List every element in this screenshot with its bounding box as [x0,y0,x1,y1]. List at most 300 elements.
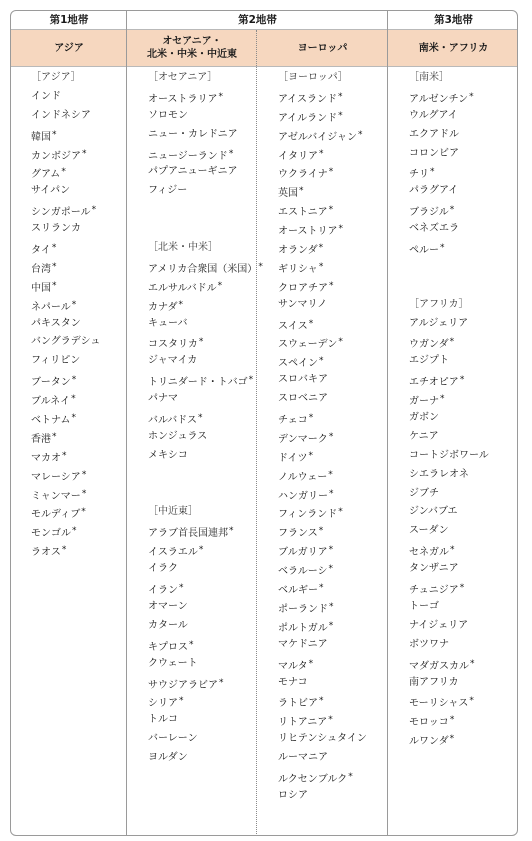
asterisk-mark: * [338,110,343,121]
country-name: フランス [278,528,318,540]
country-name: スペイン [278,358,318,370]
country-name: ブルネイ [31,396,71,408]
country-name: コスタリカ [148,339,198,351]
country-item [278,390,367,409]
asterisk-mark: * [449,734,455,745]
country-name: シンガポール [31,207,91,219]
country-item [409,220,489,239]
asterisk-mark: * [469,91,474,102]
asterisk-mark: * [348,771,353,782]
country-name: ルワンダ [409,736,449,748]
country-name: ガーナ [409,396,439,408]
asterisk-mark: * [328,205,334,216]
country-item [31,333,100,352]
asterisk-mark: * [61,545,67,556]
section-label: ［アフリカ］ [409,298,469,310]
country-item [278,636,367,655]
country-item [409,560,489,579]
country-name: スイス [278,320,308,332]
country-item [278,277,367,296]
country-name: イスラエル [148,547,198,559]
country-name: フィリピン [31,355,81,367]
asterisk-mark: * [217,280,223,291]
country-item [278,201,367,220]
country-name: バルバドス [148,415,197,427]
country-item [278,88,367,107]
country-item [278,749,367,768]
asterisk-mark: * [72,526,77,537]
country-name: オーストラリア [148,93,218,105]
country-item [148,560,263,579]
country-name: オランダ [278,245,318,257]
country-item [409,371,489,390]
country-item [409,466,489,485]
country-name: ウガンダ [409,339,449,351]
region-oceania-line1: オセアニア・ [162,36,222,47]
country-name: ミャンマー [31,490,81,502]
country-name: ケニア [409,430,439,442]
country-item [148,390,263,409]
country-item [409,711,489,730]
country-name: パキスタン [31,317,81,329]
country-name: エルサルバドル [148,282,217,294]
country-item [278,447,367,466]
country-item [31,220,100,239]
spacer [148,220,263,239]
asterisk-mark: * [449,337,455,348]
asterisk-mark: * [329,280,334,291]
asterisk-mark: * [82,148,87,159]
country-item [148,182,263,201]
country-item [148,126,263,145]
country-name: チェコ [278,415,308,427]
country-item [148,88,263,107]
country-item [148,447,263,466]
country-item [278,371,367,390]
asterisk-mark: * [308,450,313,461]
country-item [409,315,489,334]
country-name: シエラレオネ [409,468,469,480]
country-name: タンザニア [409,563,459,575]
country-name: ジブチ [409,487,439,499]
country-item [409,182,489,201]
country-item [31,88,100,107]
country-name: マケドニア [278,638,328,650]
asterisk-mark: * [52,431,57,442]
asterisk-mark: * [328,545,334,556]
country-name: サイパン [31,185,71,197]
country-name: エストニア [278,207,328,219]
country-item [409,579,489,598]
zone3-header: 第3地帯 [434,14,473,26]
country-name: ナイジェリア [409,619,469,631]
country-name: 南アフリカ [409,676,459,688]
country-item [31,201,100,220]
country-name: アイスランド [278,93,337,105]
country-name: ルクセンブルク [278,773,348,785]
asterisk-mark: * [430,167,435,178]
asterisk-mark: * [338,224,343,235]
country-name: フィンランド [278,509,338,521]
country-name: チリ [409,169,429,181]
asterisk-mark: * [71,394,76,405]
country-name: アルジェリア [409,317,469,329]
country-item [148,617,263,636]
asterisk-mark: * [219,677,224,688]
country-name: インドネシア [31,109,91,121]
country-item [31,522,100,541]
country-name: モーリシャス [409,698,469,710]
asterisk-mark: * [318,261,324,272]
asterisk-mark: * [91,205,97,216]
country-item [278,220,367,239]
asterisk-mark: * [179,583,184,594]
column-divider [387,11,388,835]
country-item [409,126,489,145]
country-item [148,258,263,277]
country-name: 香港 [31,433,51,445]
country-item [31,296,100,315]
asterisk-mark: * [299,186,304,197]
country-name: エジプト [409,355,449,367]
country-item [409,333,489,352]
asterisk-mark: * [319,696,324,707]
country-name: ネパール [31,301,71,313]
country-item [31,107,100,126]
spacer [148,466,263,485]
country-item [409,522,489,541]
asterisk-mark: * [440,394,445,405]
country-name: インド [31,90,61,102]
column-asia [31,69,100,560]
country-name: ペルー [409,245,439,257]
country-item [278,617,367,636]
asterisk-mark: * [71,299,77,310]
country-item [278,655,367,674]
country-name: ラトビア [278,698,318,710]
country-item [31,352,100,371]
country-item [278,541,367,560]
country-name: アメリカ合衆国（米国） [148,263,258,275]
country-name: ウクライナ [278,169,328,181]
country-item [31,485,100,504]
section-label: ［アジア］ [31,72,81,83]
section-label: ［ヨーロッパ］ [278,72,348,83]
country-item [278,598,367,617]
region-header-row [11,30,517,67]
zone1-header: 第1地帯 [49,14,89,26]
asterisk-mark: * [329,488,334,499]
asterisk-mark: * [61,167,66,178]
country-name: リヒテンシュタイン [278,733,367,745]
country-item [31,239,100,258]
asterisk-mark: * [440,243,445,254]
country-item [148,352,263,371]
country-name: パプアニューギニア [148,166,238,178]
country-name: マダガスカル [409,660,469,672]
country-name: ノルウェー [278,471,328,483]
asterisk-mark: * [328,715,333,726]
section-heading [148,503,263,522]
country-item [409,201,489,220]
country-name: バングラデシュ [31,336,101,348]
country-item [148,749,263,768]
country-item [409,485,489,504]
asterisk-mark: * [189,639,194,650]
country-item [31,258,100,277]
section-heading [409,69,489,88]
country-name: アイルランド [278,112,338,124]
country-name: カナダ [148,301,178,313]
asterisk-mark: * [338,91,343,102]
asterisk-mark: * [52,261,57,272]
country-item [31,277,100,296]
zone2-header: 第2地帯 [238,14,277,26]
country-name: サウジアラビア [148,679,218,691]
country-name: メキシコ [148,449,188,461]
section-label: ［オセアニア］ [148,72,218,83]
country-name: ジャマイカ [148,355,198,367]
country-name: ヨルダン [148,752,188,764]
country-item [278,239,367,258]
country-name: エクアドル [409,128,459,140]
section-label: ［南米］ [409,72,449,83]
asterisk-mark: * [319,148,324,159]
country-name: モンゴル [31,528,71,540]
country-name: エチオピア [409,377,459,389]
country-item [278,768,367,787]
country-name: ジンバブエ [409,506,458,518]
country-name: カンボジア [31,150,81,162]
country-name: セネガル [409,547,449,559]
country-name: ガボン [409,412,439,424]
country-name: イタリア [278,150,318,162]
country-name: クロアチア [278,282,328,294]
country-name: グアム [31,169,61,181]
country-item [409,145,489,164]
country-item [409,409,489,428]
country-name: アルゼンチン [409,93,469,105]
asterisk-mark: * [229,526,234,537]
country-item [278,182,367,201]
country-name: オーストリア [278,226,338,238]
country-name: アラブ首長国連邦 [148,528,228,540]
country-name: ニュー・カレドニア [148,128,238,140]
country-name: トリニダード・トバゴ [148,377,248,389]
asterisk-mark: * [328,469,333,480]
section-heading [148,69,263,88]
section-heading [409,296,489,315]
country-item [31,503,100,522]
country-name: 中国 [31,282,51,294]
country-name: ロシア [278,789,308,801]
asterisk-mark: * [329,601,334,612]
asterisk-mark: * [328,167,334,178]
country-item [31,371,100,390]
asterisk-mark: * [228,148,234,159]
country-item [409,428,489,447]
asterisk-mark: * [198,545,204,556]
country-item [278,352,367,371]
country-name: ニュージーランド [148,150,228,162]
asterisk-mark: * [308,318,314,329]
asterisk-mark: * [198,337,204,348]
country-item [278,428,367,447]
country-item [148,674,263,693]
country-item [278,315,367,334]
asterisk-mark: * [248,375,254,386]
asterisk-mark: * [62,450,67,461]
country-item [278,787,367,806]
country-item [278,560,367,579]
section-heading [278,69,367,88]
region-oceania-line2: 北米・中米・中近東 [147,49,237,60]
asterisk-mark: * [71,375,77,386]
country-name: スロベニア [278,393,328,405]
country-item [278,579,367,598]
country-name: チュニジア [409,585,459,597]
country-item [148,598,263,617]
country-item [31,390,100,409]
country-name: ドイツ [278,452,308,464]
country-name: タイ [31,245,51,257]
country-item [409,692,489,711]
country-item [148,277,263,296]
country-item [409,541,489,560]
asterisk-mark: * [308,413,314,424]
country-name: ポルトガル [278,622,328,634]
country-name: シリア [148,698,178,710]
country-item [278,409,367,428]
asterisk-mark: * [318,243,324,254]
country-name: ポーランド [278,603,328,615]
country-item [409,598,489,617]
asterisk-mark: * [179,696,184,707]
country-item [31,541,100,560]
country-item [148,541,263,560]
country-name: スリランカ [31,223,81,235]
country-item [278,163,367,182]
country-name: ブータン [31,377,71,389]
column-europe [278,69,367,806]
country-name: パラグアイ [409,185,459,197]
country-name: デンマーク [278,433,328,445]
country-name: キューバ [148,317,188,329]
asterisk-mark: * [328,564,333,575]
region-oceania-header [127,30,257,66]
country-item [278,674,367,693]
country-item [278,258,367,277]
section-heading [148,239,263,258]
country-item [278,107,367,126]
country-item [148,145,263,164]
country-item [278,145,367,164]
region-samerica-africa-header: 南米・アフリカ [418,42,489,54]
country-name: ベラルーシ [278,566,328,578]
country-name: ソロモン [148,109,188,121]
country-item [409,674,489,693]
country-name: キプロス [148,641,188,653]
zone-table [10,10,518,836]
asterisk-mark: * [319,356,324,367]
country-item [31,315,100,334]
country-name: オマーン [148,600,188,612]
asterisk-mark: * [449,205,455,216]
country-name: ブラジル [409,207,449,219]
country-item [148,409,263,428]
spacer [148,485,263,504]
country-item [31,126,100,145]
country-name: ハンガリー [278,490,328,502]
country-item [148,730,263,749]
country-name: イラン [148,585,178,597]
country-name: アゼルバイジャン [278,131,357,143]
country-name: コロンビア [409,147,459,159]
country-name: 台湾 [31,263,51,275]
country-item [409,636,489,655]
asterisk-mark: * [470,658,475,669]
section-label: ［北米・中米］ [148,242,218,254]
country-name: スーダン [409,525,449,537]
country-name: ルーマニア [278,752,328,764]
country-name: ウルグアイ [409,109,458,121]
country-name: トーゴ [409,600,439,612]
country-item [148,636,263,655]
asterisk-mark: * [469,696,474,707]
country-item [409,163,489,182]
column-samerica-africa [409,69,489,749]
country-name: カタール [148,619,188,631]
country-name: 英国 [278,188,298,200]
country-item [31,466,100,485]
country-item [409,503,489,522]
country-item [278,485,367,504]
asterisk-mark: * [319,583,324,594]
country-item [31,163,100,182]
column-divider [126,11,127,835]
asterisk-mark: * [308,658,314,669]
section-heading [31,69,100,88]
country-item [148,655,263,674]
asterisk-mark: * [218,91,223,102]
country-item [148,315,263,334]
country-item [409,88,489,107]
country-name: マカオ [31,452,61,464]
country-name: クウェート [148,657,198,669]
spacer [409,258,489,277]
country-item [148,711,263,730]
country-name: バーレーン [148,733,198,745]
country-item [31,409,100,428]
country-item [278,522,367,541]
region-asia-header: アジア [54,42,84,54]
country-name: ラオス [31,547,61,559]
asterisk-mark: * [52,129,57,140]
country-name: トルコ [148,714,178,726]
asterisk-mark: * [338,337,343,348]
country-item [148,428,263,447]
country-name: パナマ [148,393,178,405]
region-europe-header: ヨーロッパ [297,42,348,54]
country-item [31,182,100,201]
country-item [148,579,263,598]
asterisk-mark: * [328,431,334,442]
column-oceania-america-mideast [148,69,263,768]
country-item [278,333,367,352]
country-item [409,390,489,409]
asterisk-mark: * [449,715,455,726]
asterisk-mark: * [459,583,465,594]
